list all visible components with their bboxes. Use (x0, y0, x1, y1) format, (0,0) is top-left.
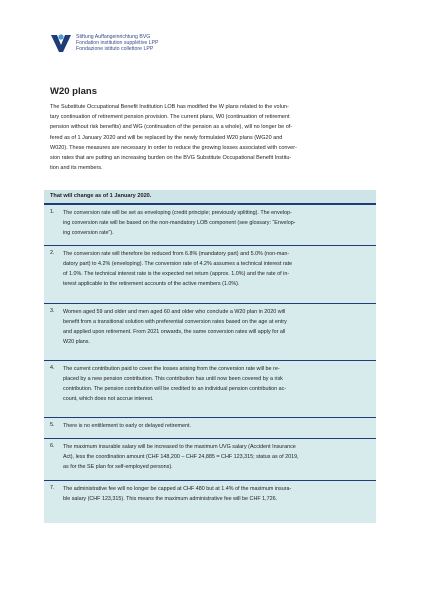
intro-line: sion rates that are putting an increasing burden on the BVG Substitute Occupational Benefit Institu- (50, 155, 292, 162)
item-number: 7. (50, 485, 55, 491)
item-line: count, which does not accrue interest. (63, 395, 154, 402)
page-title: W20 plans (50, 86, 97, 97)
change-item-7 (44, 480, 376, 524)
changes-box-header (44, 190, 376, 204)
item-line: placed by a new pension contribution. This contribution has until now been covered by a risk (63, 375, 283, 382)
intro-line: tion and its members. (50, 165, 103, 172)
item-text (63, 443, 369, 473)
item-line: The maximum insurable salary will be increased to the maximum UVG salary (Accident Insurance (63, 444, 296, 450)
item-line: benefit from a transitional solution with preferential conversion rates based on the age at entry (63, 318, 287, 325)
change-item-3 (44, 303, 376, 360)
foundation-logo-icon (50, 33, 72, 53)
item-text (63, 250, 369, 290)
intro-line: tary continuation of retirement pension provision. The current plans, W0 (continuation of retirement (50, 114, 290, 121)
changes-box-heading: That will change as of 1 January 2020. (50, 193, 152, 199)
change-item-4 (44, 360, 376, 417)
item-line: of 1.0%. The technical interest rate is the expected net return (approx. 1.0%) and the rate of in- (63, 270, 290, 277)
intro-line: W020). These measures are necessary in order to reduce the growing losses associated with conver- (50, 144, 297, 151)
item-line: contribution. The pension contribution will be credited to an individual pension contribution ac- (63, 385, 287, 392)
change-item-6 (44, 438, 376, 480)
item-number: 6. (50, 443, 55, 449)
intro-line: fered as of 1 January 2020 and will be replaced by the newly formulated W20 plans (WG20 and (50, 134, 283, 141)
intro-paragraph (50, 102, 376, 173)
item-line: W20 plans. (63, 338, 90, 345)
item-line: Women aged 59 and older and men aged 60 and older who conclude a W20 plan in 2020 will (63, 309, 286, 315)
item-text (63, 422, 369, 432)
item-line: The current contribution paid to cover the losses arising from the conversion rate will be re- (63, 366, 280, 372)
logo-line-de: Stiftung Auffangeinrichtung BVG (76, 33, 151, 40)
item-line: Act), less the coordination amount (CHF 148,200 – CHF 24,885 = CHF 123,315; status as of 2019, (63, 453, 299, 460)
change-item-1 (44, 204, 376, 245)
intro-line: The Substitute Occupational Benefit Institution LOB has modified the W plans related to the volun- (50, 104, 289, 110)
item-text (63, 485, 369, 505)
item-text (63, 365, 369, 405)
logo (50, 33, 158, 53)
item-line: There is no entitlement to early or delayed retirement. (63, 423, 191, 429)
logo-line-it: Fondazione istituto collettore LPP (76, 46, 154, 53)
item-number: 4. (50, 365, 55, 371)
change-item-5 (44, 417, 376, 438)
item-line: ble salary (CHF 123,315). This means the maximum administrative fee will be CHF 1,726. (63, 495, 278, 502)
item-line: and applied upon retirement. From 2021 onwards, the same conversion rates will apply for all (63, 328, 286, 335)
item-number: 1. (50, 209, 55, 215)
item-line: datory part) to 4.2% (enveloping). The conversion rate of 4.2% assumes a technical interest rate (63, 260, 293, 267)
item-line: ing conversion rate will be based on the non-mandatory LOB component (see glossary: “Envelop- (63, 219, 296, 226)
item-line: The conversion rate will therefore be reduced from 6.8% (mandatory part) and 5.0% (non-man- (63, 251, 290, 257)
changes-box (44, 190, 376, 523)
item-line: The administrative fee will no longer be capped at CHF 480 but at 1.4% of the maximum insura- (63, 486, 292, 492)
intro-line: pension without risk benefits) and WG (continuation of the pension as a whole), will no longer be of- (50, 124, 293, 131)
item-text (63, 209, 369, 239)
item-number: 2. (50, 250, 55, 256)
item-number: 3. (50, 308, 55, 314)
change-item-2 (44, 245, 376, 303)
item-line: terest applicable to the retirement accounts of the active members (1.0%). (63, 280, 240, 287)
logo-text (76, 34, 158, 53)
item-line: The conversion rate will be set as enveloping (credit principle; previously splitting). The envelop- (63, 210, 292, 216)
item-line: as for the SE plan for self-employed persons). (63, 463, 173, 470)
item-text (63, 308, 369, 348)
item-number: 5. (50, 422, 55, 428)
logo-line-fr: Fondation institution supplétive LPP (76, 39, 159, 46)
item-line: ing conversion rate”). (63, 229, 114, 236)
